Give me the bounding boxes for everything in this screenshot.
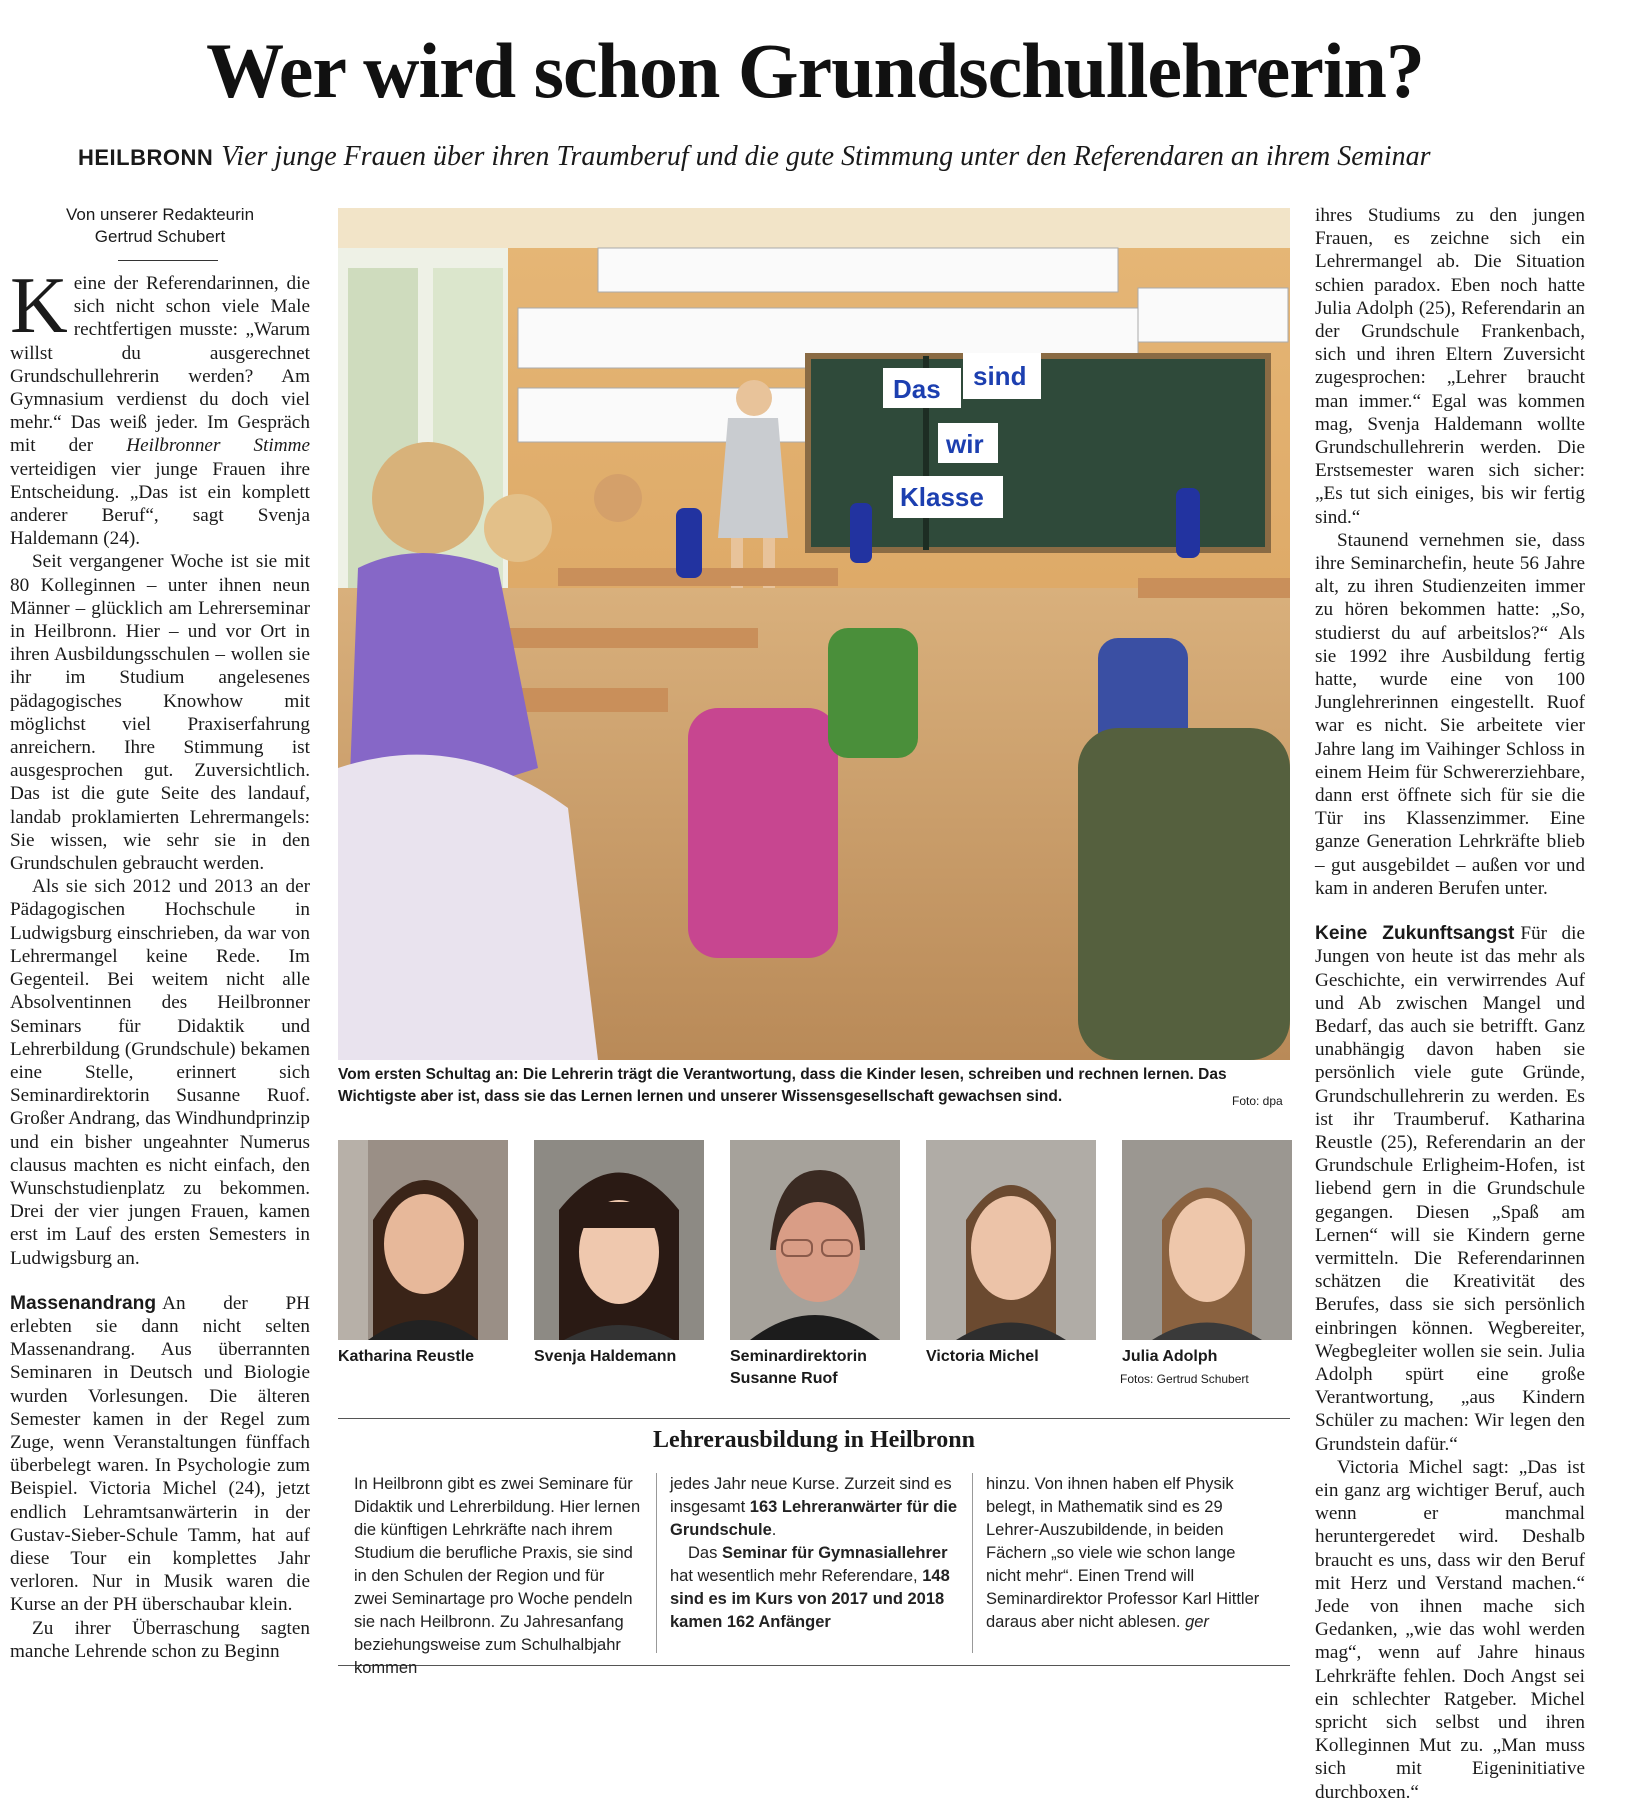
info-box-column-3 [986,1473,1274,1634]
portrait-susanne-ruof [730,1140,900,1340]
dropcap: K [10,262,68,350]
byline [10,204,310,248]
text: Für die Jungen von heute ist das mehr als Geschichte, ein verwirrendes Auf und Ab zwischen Mangel und Bedarf, das auch sie betrifft. Ganz unabhängig davon haben sie persönlich viele gute Gründe, Grundschullehrerin zu werden. Es ist ihr Traumberuf. Katharina Reustle (25), Referendarin an der Grundschule Erligheim-Hofen, ist liebend gern in die Grundschule gegangen. Diesen „Spaß am Lernen“ will sie Kindern gerne vermitteln. Die Referendarinnen schätzen die Kreativität des Berufes, dass sie sich persönlich einbringen können. Wegbereiter, Wegbegleiter wollen sie sein. Julia Adolph spürt eine große Verantwortung, „aus Kindern Schüler zu machen: Wir legen den Grundstein dafür.“ [1315,923,1585,1455]
board-word-1: Das [893,374,941,404]
text: . [771,1521,777,1539]
column-divider [972,1473,973,1653]
board-word-2: sind [973,361,1027,391]
portrait-label: Seminardirektorin Susanne Ruof [730,1348,867,1387]
subheading: Massenandrang [10,1292,157,1314]
text: eine der Referendarinnen, die sich nicht schon viele Male rechtfertigen musste: „Warum willst du ausgerechnet Grundschullehrerin werden? Am Gymnasium verdienst du doch viel mehr.“ Das weiß jeder. Im Gespräch mit der [10,273,310,457]
info-text [986,1473,1274,1634]
byline-role: Von unserer Redakteurin [65,205,255,224]
paragraph [1315,922,1585,1456]
info-text [670,1473,958,1542]
headline: Wer wird schon Grundschullehrerin? [206,27,1424,114]
paragraph: Seit vergangener Woche ist sie mit 80 Kolleginnen – unter ihnen neun Männer – glücklich am Lehrerseminar in Heilbronn. Hier – und vor Ort in ihren Ausbildungsschulen – wollen sie ihr im Studium angelesenes pädagogisches Knowhow mit möglichst viel Praxiserfahrung anreichern. Ihre Stimmung ist ausgesprochen gut. Zuversichtlich. Das ist die gute Seite des landauf, landab proklamierten Lehrermangels: Sie wissen, wie sehr sie in den Grundschulen gebraucht werden. [10,551,310,875]
emphasis: 163 Lehreranwärter für die Grundschule [670,1498,958,1539]
paragraph: Staunend vernehmen sie, dass ihre Seminarchefin, heute 56 Jahre alt, zu ihren Studienzeiten immer zu hören bekommen hatte: „So, studierst du auf arbeitslos?“ Als sie 1992 ihre Ausbildung fertig hatte, wurde eine von 100 Junglehrerinnen eingestellt. Ruof war es nicht. Sie arbeitete vier Jahre lang im Vaihinger Schloss in einem Heim für Schwererziehbare, dann erst öffnete sich für sie die Tür ins Klassenzimmer. Eine ganze Generation Lehrkräfte blieb – gut ausgebildet – außen vor und kam in anderen Berufen unter. [1315,529,1585,899]
info-box [338,1418,1290,1677]
text: hat wesentlich mehr Referendare, [670,1567,923,1585]
info-box-column-1 [354,1473,642,1680]
article-column-3 [1315,204,1585,1804]
byline-author: Gertrud Schubert [94,227,226,246]
paragraph [10,1292,310,1617]
byline-divider [118,260,218,261]
article-column-1 [10,262,310,1663]
dek: Vier junge Frauen über ihren Traumberuf und die gute Stimmung unter den Referendaren an ihrem Seminar [221,141,1431,172]
info-box-title: Lehrerausbildung in Heilbronn [653,1427,975,1453]
dateline-location: HEILBRONN [78,145,214,170]
portrait-katharina-reustle [338,1140,508,1340]
portrait-label: Victoria Michel [926,1348,1039,1365]
text: An der PH erlebten sie dann nicht selten Massenandrang. Aus überrannten Seminaren in Deutsch und Biologie wurden Vorlesungen. Die älteren Semester kamen in der Regel zum Zuge, wenn Veranstaltungen fünffach überbelegt waren. In Psychologie zum Beispiel. Victoria Michel (24), jetzt endlich Lehramtsanwärterin in der Gustav-Sieber-Schule Tamm, hat auf diese Tour ein komplettes Jahr verloren. Nur in Musik waren die Kurse an der PH überschaubar klein. [10,1292,310,1616]
portrait-label: Julia Adolph [1122,1348,1218,1365]
newspaper-name: Heilbronner Stimme [126,435,310,457]
paragraph: ihres Studiums zu den jungen Frauen, es zeichne sich ein Lehrermangel ab. Die Situation schien paradox. Eben noch hatte Julia Adolph (25), Referendarin an der Grundschule Frankenbach, sich und ihren Eltern Zuversicht zugesprochen: „Lehrer braucht man immer.“ Egal was kommen mag, Svenja Haldemann wollte Grundschullehrerin werden. Die Erstsemester waren sich sicher: „Es tut sich einiges, bis wir fertig sind.“ [1315,205,1585,528]
portrait-label: Katharina Reustle [338,1348,475,1365]
classroom-photo [338,208,1290,1060]
emphasis: 148 sind es im Kurs von 2017 und 2018 kamen 162 Anfänger [670,1567,950,1631]
text: hinzu. Von ihnen haben elf Physik belegt, in Mathematik sind es 29 Lehrer-Auszubildende, in beiden Fächern „so viele wie schon lange nicht mehr“. Einen Trend will Seminardirektor Professor Karl Hittler daraus aber nicht ablesen. [986,1475,1260,1631]
board-word-3: wir [946,429,984,459]
text: jedes Jahr neue Kurse. Zurzeit sind es insgesamt [670,1475,952,1516]
portrait-label: Svenja Haldemann [534,1348,677,1365]
info-text [670,1542,958,1634]
subheadline [78,140,1558,175]
info-box-column-2 [670,1473,958,1634]
paragraph: Victoria Michel sagt: „Das ist ein ganz arg wichtiger Beruf, auch wenn er manchmal heruntergeredet wird. Deshalb braucht es uns, dass wir den Beruf mit Herz und Verstand machen.“ Jede von ihnen mache sich Gedanken, „wie das wohl werden mag“, wenn auf Jahre hinaus Lehrkräfte fehlen. Doch Angst sei ein schlechter Ratgeber. Michel spricht sich selbst und ihren Kolleginnen Mut zu. „Man muss sich mit Eigeninitiative durchboxen.“ [1315,1456,1585,1803]
column-divider [656,1473,657,1653]
text: Das [688,1544,722,1562]
portrait-julia-adolph [1122,1140,1292,1340]
portrait-victoria-michel [926,1140,1096,1340]
subheading: Keine Zukunftsangst [1315,923,1515,945]
portraits-credit: Fotos: Gertrud Schubert [1120,1372,1249,1386]
paragraph: Zu ihrer Überraschung sagten manche Lehrende schon zu Beginn [10,1617,310,1662]
photo-caption: Vom ersten Schultag an: Die Lehrerin trägt die Verantwortung, dass die Kinder lesen, schreiben und rechnen lernen. Das Wichtigste aber ist, dass sie das Lernen lernen und unserer Wissensgesellschaft gewachsen sind. [338,1066,1227,1105]
board-word-4: Klasse [900,482,984,512]
photo-credit: Foto: dpa [1232,1094,1283,1108]
classroom-illustration [338,208,1290,1060]
portrait-svenja-haldemann [534,1140,704,1340]
author-initials: ger [1185,1613,1209,1631]
text: verteidigen vier junge Frauen ihre Entscheidung. „Das ist ein komplett anderer Beruf“, sagt Svenja Haldemann (24). [10,458,310,550]
paragraph: Als sie sich 2012 und 2013 an der Pädagogischen Hochschule in Ludwigsburg einschrieben, da war von Lehrermangel keine Rede. Im Gegenteil. Bei weitem nicht alle Absolventinnen des Heilbronner Seminars für Didaktik und Lehrerbildung (Grundschule) bekamen eine Stelle, erinnert sich Seminardirektorin Susanne Ruof. Großer Andrang, das Windhundprinzip und ein bisher ungeahnter Numerus clausus machten es nicht einfach, den Wunschstudienplatz zu bekommen. Drei der vier jungen Frauen, kamen erst im Lauf des ersten Semesters in Ludwigsburg an. [10,876,310,1269]
info-text: In Heilbronn gibt es zwei Seminare für Didaktik und Lehrerbildung. Hier lernen die künftigen Lehrkräfte nach ihrem Studium die berufliche Praxis, sie sind in den Schulen der Region und für zwei Seminartage pro Woche pendeln sie nach Heilbronn. Zu Jahresanfang beziehungsweise zum Schulhalbjahr kommen [354,1475,641,1677]
paragraph [10,262,310,550]
emphasis: Seminar für Gymnasiallehrer [721,1544,948,1562]
